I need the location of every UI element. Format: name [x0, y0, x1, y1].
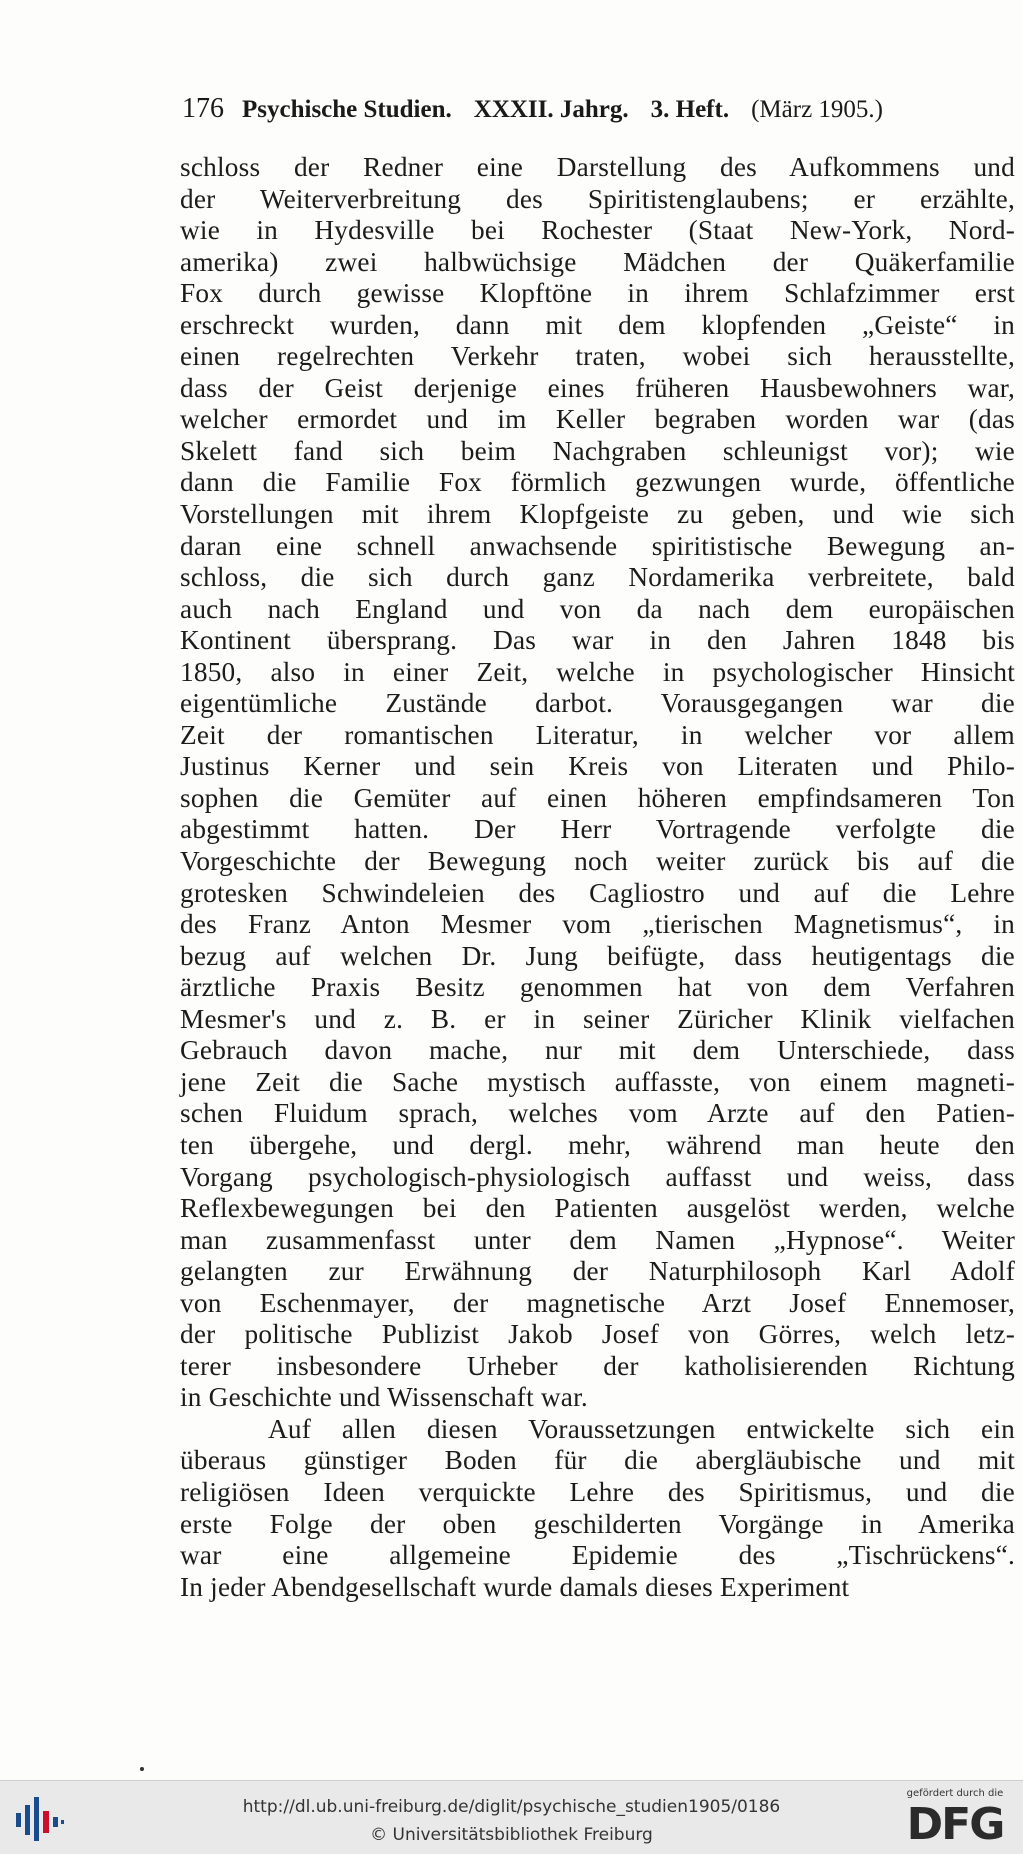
text-line: grotesken Schwindeleien des Cagliostro und auf die Lehre [180, 877, 1015, 908]
text-line: des Franz Anton Mesmer vom „tierischen Magnetismus“, in [180, 909, 1015, 940]
volume-label: XXXII. Jahrg. [473, 96, 629, 123]
text-line: Mesmer's und z. B. er in seiner Züricher Klinik vielfachen [180, 1003, 1015, 1034]
text-line: In jeder Abendgesellschaft wurde damals dieses Experiment [180, 1571, 850, 1602]
footer-bar [0, 1780, 1023, 1854]
text-line: man zusammenfasst unter dem Namen „Hypnose“. Weiter [180, 1224, 1015, 1255]
text-line: jene Zeit die Sache mystisch auffasste, von einem magneti- [180, 1066, 1015, 1097]
text-line: eigentümliche Zustände darbot. Vorausgegangen war die [180, 688, 1015, 719]
text-line: sophen die Gemüter auf einen höheren empfindsameren Ton [180, 782, 1015, 813]
text-line: Fox durch gewisse Klopftöne in ihrem Schlafzimmer erst [180, 278, 1015, 309]
text-line: Kontinent übersprang. Das war in den Jahren 1848 bis [180, 625, 1015, 656]
permalink-url[interactable]: http://dl.ub.uni-freiburg.de/diglit/psychische_studien1905/0186 [242, 1797, 781, 1817]
journal-title: Psychische Studien. [242, 96, 452, 123]
text-line: der Weiterverbreitung des Spiritistenglaubens; er erzählte, [180, 183, 1015, 214]
text-line: Skelett fand sich beim Nachgraben schleunigst vor); wie [180, 435, 1015, 466]
text-line: amerika) zwei halbwüchsige Mädchen der Quäkerfamilie [180, 246, 1015, 277]
text-line: schloss, die sich durch ganz Nordamerika verbreitete, bald [180, 562, 1015, 593]
body-text [180, 152, 1015, 1603]
text-line: überaus günstiger Boden für die abergläubische und mit [180, 1445, 1015, 1476]
text-line: Vorgeschichte der Bewegung noch weiter zurück bis auf die [180, 846, 1015, 877]
issue-label: 3. Heft. [650, 96, 730, 123]
page-speck [140, 1767, 144, 1771]
dfg-caption: gefördert durch die [906, 1788, 1004, 1799]
text-line: der politische Publizist Jakob Josef von Görres, welch letz- [180, 1319, 1015, 1350]
text-line: terer insbesondere Urheber der katholisierenden Richtung [180, 1350, 1015, 1381]
text-line: religiösen Ideen verquickte Lehre des Spiritismus, und die [180, 1476, 1015, 1507]
text-line: Vorgang psychologisch-physiologisch auffasst und weiss, dass [180, 1161, 1015, 1192]
text-line: Reflexbewegungen bei den Patienten ausgelöst werden, welche [180, 1193, 1015, 1224]
text-line: daran eine schnell anwachsende spiritistische Bewegung an- [180, 530, 1015, 561]
page-number: 176 [182, 93, 224, 124]
text-line: einen regelrechten Verkehr traten, wobei sich herausstellte, [180, 341, 1015, 372]
text-line: Auf allen diesen Voraussetzungen entwickelte sich ein [268, 1413, 1015, 1444]
text-line: schloss der Redner eine Darstellung des Aufkommens und [180, 152, 1015, 182]
text-line: abgestimmt hatten. Der Herr Vortragende verfolgte die [180, 814, 1015, 845]
text-line: Zeit der romantischen Literatur, in welcher vor allem [180, 719, 1015, 750]
text-line: von Eschenmayer, der magnetische Arzt Josef Ennemoser, [180, 1287, 1015, 1318]
text-line: Gebrauch davon mache, nur mit dem Unterschiede, dass [180, 1035, 1015, 1066]
text-line: 1850, also in einer Zeit, welche in psychologischer Hinsicht [180, 656, 1015, 687]
issue-date: (März 1905.) [751, 96, 883, 123]
text-line: war eine allgemeine Epidemie des „Tischrückens“. [180, 1540, 1015, 1571]
text-line: erschreckt wurden, dann mit dem klopfenden „Geiste“ in [180, 309, 1015, 340]
running-header [182, 93, 1017, 125]
text-line: gelangten zur Erwähnung der Naturphilosoph Karl Adolf [180, 1256, 1015, 1287]
text-line: auch nach England und von da nach dem europäischen [180, 593, 1015, 624]
text-line: bezug auf welchen Dr. Jung beifügte, dass heutigentags die [180, 940, 1015, 971]
text-line: ten übergehe, und dergl. mehr, während man heute den [180, 1129, 1015, 1160]
text-line: dann die Familie Fox förmlich gezwungen wurde, öffentliche [180, 467, 1015, 498]
text-line: wie in Hydesville bei Rochester (Staat New-York, Nord- [180, 215, 1015, 246]
text-line: erste Folge der oben geschilderten Vorgänge in Amerika [180, 1508, 1015, 1539]
text-line: in Geschichte und Wissenschaft war. [180, 1382, 588, 1413]
text-line: dass der Geist derjenige eines früheren Hausbewohners war, [180, 372, 1015, 403]
text-line: ärztliche Praxis Besitz genommen hat von dem Verfahren [180, 972, 1015, 1003]
text-line: Justinus Kerner und sein Kreis von Literaten und Philo- [180, 751, 1015, 782]
copyright-notice: © Universitätsbibliothek Freiburg [370, 1825, 653, 1845]
text-line: schen Fluidum sprach, welches vom Arzte auf den Patien- [180, 1098, 1015, 1129]
text-line: welcher ermordet und im Keller begraben worden war (das [180, 404, 1015, 435]
text-line: Vorstellungen mit ihrem Klopfgeiste zu geben, und wie sich [180, 499, 1015, 530]
dfg-logo[interactable]: DFG [906, 1799, 1004, 1850]
